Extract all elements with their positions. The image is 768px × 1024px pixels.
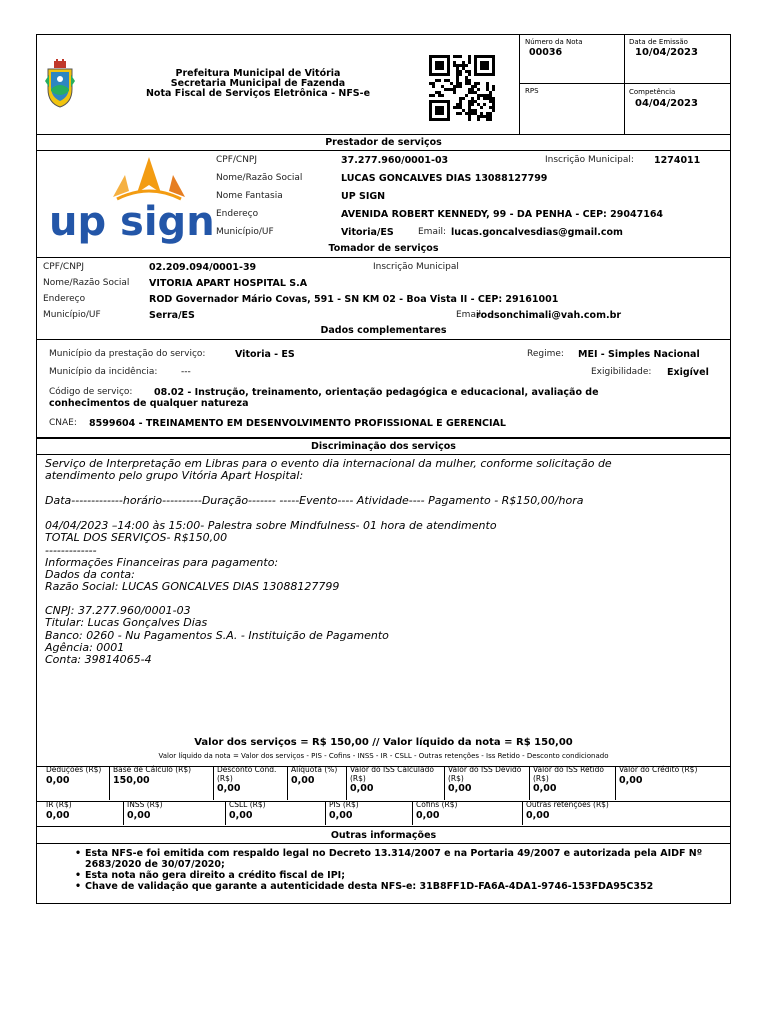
numero-value: 00036 [529,47,563,58]
row1-label: Alíquota (%) [291,765,338,774]
disc-line-1: Serviço de Interpretação em Libras para o evento dia internacional da mulher, conforme solicitação de [45,457,612,470]
row1-label: Valor do ISS Calculado (R$) [350,765,434,783]
regime-value: MEI - Simples Nacional [578,349,700,360]
row1-cell [346,766,440,800]
disc-line-3: Data-------------horário----------Duração------- -----Evento---- Atividade---- Pagamento - R$150,00/hora [45,494,584,507]
disc-line-11: Titular: Lucas Gonçalves Dias [45,616,208,629]
regime-label: Regime: [527,349,564,359]
row2-label: CSLL (R$) [229,800,266,809]
prestacao-label: Município da prestação do serviço: [49,349,206,359]
cnae-value: 8599604 - TREINAMENTO EM DESENVOLVIMENTO PROFISSIONAL E GERENCIAL [89,418,506,429]
municipal-crest-icon [45,59,75,109]
row2-cell [225,801,321,825]
row1-label: Base de Cálculo (R$) [113,765,192,774]
row2-cell [43,801,119,825]
row2-value: 0,00 [329,809,353,821]
tomador-email-label: Email [456,310,481,320]
header-line1: Prefeitura Municipal de Vitória [175,68,341,79]
header-line3: Nota Fiscal de Serviços Eletrônica - NFS-e [145,88,371,99]
logo-text: up sign [49,199,215,245]
row1-cell [213,766,283,800]
prestador-fantasia-label: Nome Fantasia [216,191,283,201]
row1-label: Valor do ISS Retido (R$) [533,765,604,783]
exigibilidade-label: Exigibilidade: [591,367,652,377]
outras-item-1: • Esta NFS-e foi emitida com respaldo legal no Decreto 13.314/2007 e na Portaria 49/2007 e autorizada pela AIDF Nº 2683/2020 de 30/07/2020; [73,848,723,870]
numero-label: Número da Nota [525,38,583,46]
incidencia-value: --- [181,367,191,377]
row2-label: Cofins (R$) [416,800,458,809]
tomador-im-label: Inscrição Municipal [373,262,459,272]
tomador-razao-label: Nome/Razão Social [43,278,130,288]
tomador-razao-value: VITORIA APART HOSPITAL S.A [149,278,308,289]
prestador-im-value: 1274011 [654,155,701,166]
prestador-endereco-label: Endereço [216,209,259,219]
tomador-endereco-value: ROD Governador Mário Covas, 591 - SN KM 02 - Boa Vista II - CEP: 29161001 [149,294,559,305]
header-title-block [133,69,383,99]
prestador-razao-label: Nome/Razão Social [216,173,303,183]
disc-line-7: Informações Financeiras para pagamento: [45,556,279,569]
incidencia-label: Município da incidência: [49,367,158,377]
outras-list [73,848,723,892]
qr-code-icon [429,55,495,121]
outras-item-2: • Esta nota não gera direito a crédito fiscal de IPI; [73,870,723,881]
codigo-label: Código de serviço: [49,387,133,397]
row2-cell [412,801,518,825]
row1-value: 150,00 [113,774,150,786]
disc-line-8: Dados da conta: [45,568,135,581]
disc-line-12: Banco: 0260 - Nu Pagamentos S.A. - Instituição de Pagamento [45,629,389,642]
row1-label: Valor do Crédito (R$) [619,765,698,774]
row1-value: 0,00 [619,774,643,786]
row1-value: 0,00 [533,783,557,794]
row2-cell [522,801,728,825]
tomador-cpf-value: 02.209.094/0001-39 [149,262,257,273]
row1-label: Desconto Cond. (R$) [217,765,277,783]
prestador-cpf-label: CPF/CNPJ [216,155,258,165]
prestador-cpf-value: 37.277.960/0001-03 [341,155,449,166]
cnae-label: CNAE: [49,418,77,428]
row2-label: INSS (R$) [127,800,163,809]
disc-line-4: 04/04/2023 –14:00 às 15:00- Palestra sobre Mindfulness- 01 hora de atendimento [45,519,497,532]
complementares-title: Dados complementares [320,325,447,336]
prestacao-value: Vitoria - ES [235,349,295,360]
row1-label: Deduções (R$) [46,765,102,774]
prestador-email-label: Email: [418,227,447,237]
tomador-municipio-label: Município/UF [43,310,101,320]
row2-cell [123,801,221,825]
row1-label: Valor do ISS Devido (R$) [448,765,522,783]
disc-line-14: Conta: 39814065-4 [45,653,152,666]
outras-title: Outras informações [330,830,437,841]
exigibilidade-value: Exigível [667,367,709,378]
emissao-label: Data de Emissão [629,38,688,46]
row1-value: 0,00 [350,783,374,794]
header-line2: Secretaria Municipal de Fazenda [170,78,346,89]
row2-value: 0,00 [46,809,70,821]
outras-item-3: • Chave de validação que garante a autenticidade desta NFS-e: 31B8FF1D-FA6A-4DA1-9746-153FDA95C352 [73,881,723,892]
row2-label: PIS (R$) [329,800,359,809]
prestador-endereco-value: AVENIDA ROBERT KENNEDY, 99 - DA PENHA - CEP: 29047164 [341,209,664,220]
emissao-value: 10/04/2023 [635,47,698,58]
disc-line-13: Agência: 0001 [45,641,125,654]
nfse-document [36,34,731,904]
rps-label: RPS [525,87,539,95]
row2-value: 0,00 [229,809,253,821]
row1-value: 0,00 [291,774,315,786]
disc-line-5: TOTAL DOS SERVIÇOS- R$150,00 [45,531,228,544]
row2-value: 0,00 [127,809,151,821]
row1-value: 0,00 [217,783,241,794]
row1-cell [287,766,342,800]
row2-label: Outras retenções (R$) [526,800,609,809]
row2-label: IR (R$) [46,800,72,809]
codigo-value-line2: conhecimentos de qualquer natureza [49,398,249,409]
tomador-email-value: rodsonchimali@vah.com.br [476,310,622,321]
prestador-fantasia-value: UP SIGN [341,191,386,202]
company-logo [49,153,235,245]
row1-value: 0,00 [448,783,472,794]
row1-cell [109,766,209,800]
tax-row-2 [37,801,730,825]
tomador-endereco-label: Endereço [43,294,86,304]
prestador-title: Prestador de serviços [325,137,442,148]
competencia-value: 04/04/2023 [635,98,698,109]
disc-line-10: CNPJ: 37.277.960/0001-03 [45,604,191,617]
prestador-municipio-value: Vitoria/ES [341,227,394,238]
discriminacao-title: Discriminação dos serviços [311,441,456,452]
competencia-label: Competência [629,88,676,96]
prestador-email-value: lucas.goncalvesdias@gmail.com [451,227,623,238]
disc-line-6: ------------- [45,544,97,557]
valor-total-line: Valor dos serviços = R$ 150,00 // Valor líquido da nota = R$ 150,00 [194,737,573,748]
row1-cell [615,766,728,800]
prestador-im-label: Inscrição Municipal: [545,155,634,165]
tomador-municipio-value: Serra/ES [149,310,195,321]
disc-line-2: atendimento pelo grupo Vitória Apart Hospital: [45,469,304,482]
codigo-value-line1: 08.02 - Instrução, treinamento, orientação pedagógica e educacional, avaliação de [154,387,599,398]
row1-value: 0,00 [46,774,70,786]
row1-cell [444,766,525,800]
prestador-razao-value: LUCAS GONCALVES DIAS 13088127799 [341,173,548,184]
row2-value: 0,00 [526,809,550,821]
prestador-municipio-label: Município/UF [216,227,274,237]
upsign-logo-icon [49,153,235,245]
row1-cell [529,766,611,800]
tomador-cpf-label: CPF/CNPJ [43,262,85,272]
row1-cell [43,766,105,800]
row2-cell [325,801,408,825]
tax-row-1 [37,766,730,800]
row2-value: 0,00 [416,809,440,821]
valor-formula: Valor líquido da nota = Valor dos serviços - PIS - Cofins - INSS - IR - CSLL - Outras retenções - Iss Retido - Desconto condicionado [158,752,609,760]
tomador-title: Tomador de serviços [328,243,439,254]
disc-line-9: Razão Social: LUCAS GONCALVES DIAS 13088127799 [45,580,340,593]
